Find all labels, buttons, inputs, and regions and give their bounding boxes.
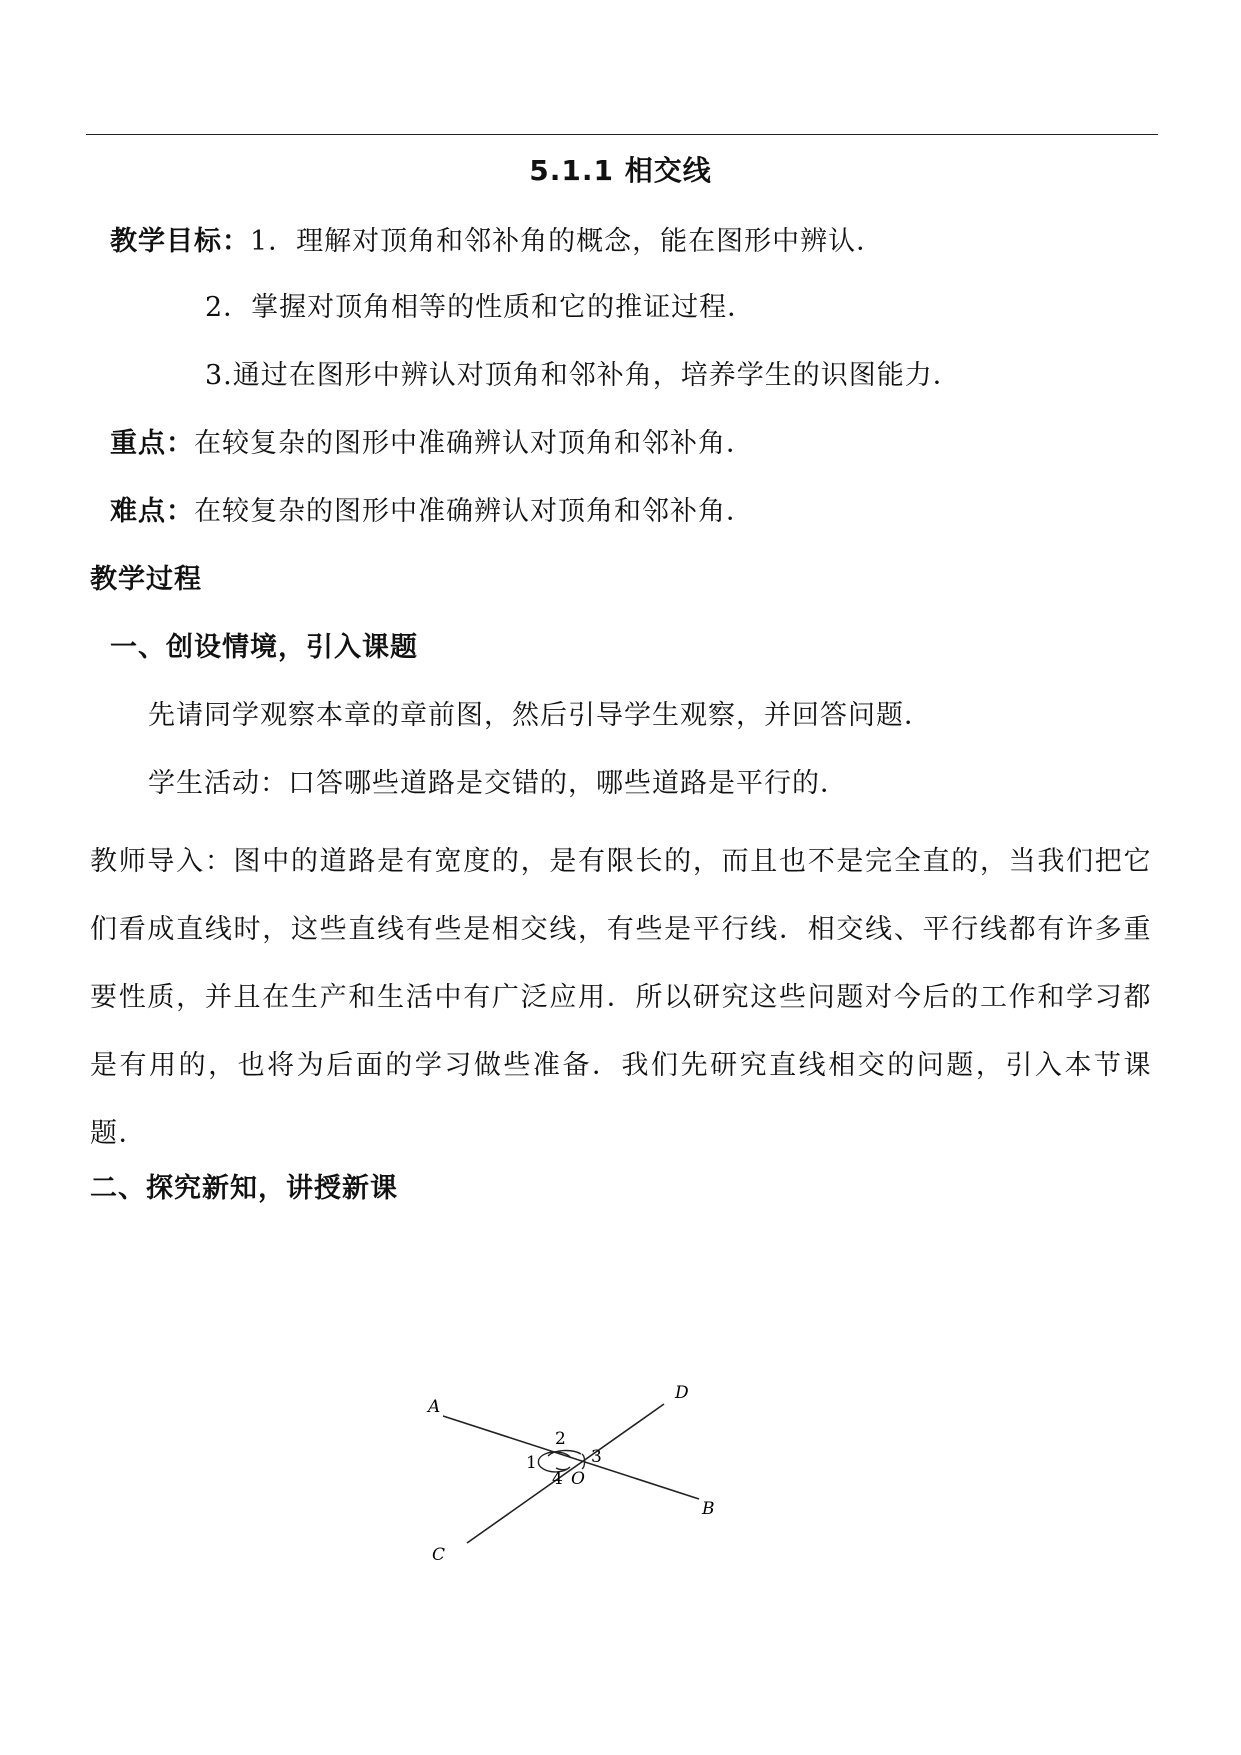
angle-label-3: 3 <box>591 1447 602 1467</box>
objectives-line-1 <box>110 224 884 260</box>
objective-item-2: 2．掌握对顶角相等的性质和它的推证过程． <box>205 292 756 323</box>
section-1-paragraph-3: 教师导入：图中的道路是有宽度的，是有限长的，而且也不是完全直的，当我们把它们看成直线时，这些直线有些是相交线，有些是平行线．相交线、平行线都有许多重要性质，并且在生产和生活中有广泛应用．所以研究这些问题对今后的工作和学习都是有用的，也将为后面的学习做些准备．我们先研究直线相交的问题，引入本节课题． <box>90 846 1152 1149</box>
label-d: D <box>675 1383 689 1403</box>
difficulty-text: 在较复杂的图形中准确辨认对顶角和邻补角． <box>194 496 754 527</box>
section-2-heading: 二、探究新知，讲授新课 <box>90 1173 398 1204</box>
key-point-label: 重点： <box>110 428 194 459</box>
label-a: A <box>428 1397 441 1417</box>
section-1-paragraph-2: 学生活动：口答哪些道路是交错的，哪些道路是平行的． <box>148 768 848 799</box>
section-1-heading: 一、创设情境，引入课题 <box>110 632 418 663</box>
objective-item-3: 3.通过在图形中辨认对顶角和邻补角，培养学生的识图能力． <box>205 360 961 391</box>
label-b: B <box>702 1499 715 1519</box>
objective-item-1: 1．理解对顶角和邻补角的概念，能在图形中辨认． <box>250 226 885 257</box>
line-cd <box>467 1404 664 1543</box>
header-rule <box>86 134 1158 135</box>
page-title: 5.1.1 相交线 <box>529 154 712 187</box>
objectives-label: 教学目标： <box>110 226 250 257</box>
difficulty-label: 难点： <box>110 496 194 527</box>
key-point-text: 在较复杂的图形中准确辨认对顶角和邻补角． <box>194 428 754 459</box>
label-o: O <box>571 1469 585 1489</box>
process-heading: 教学过程 <box>90 564 202 595</box>
label-c: C <box>432 1545 446 1565</box>
key-point-line <box>110 426 754 462</box>
angle-label-1: 1 <box>526 1453 537 1473</box>
angle-label-2: 2 <box>555 1429 566 1449</box>
intersecting-lines-figure <box>420 1376 726 1570</box>
angle-label-4: 4 <box>552 1469 563 1489</box>
section-1-paragraph-1: 先请同学观察本章的章前图，然后引导学生观察，并回答问题． <box>148 700 932 731</box>
difficulty-line <box>110 494 754 530</box>
